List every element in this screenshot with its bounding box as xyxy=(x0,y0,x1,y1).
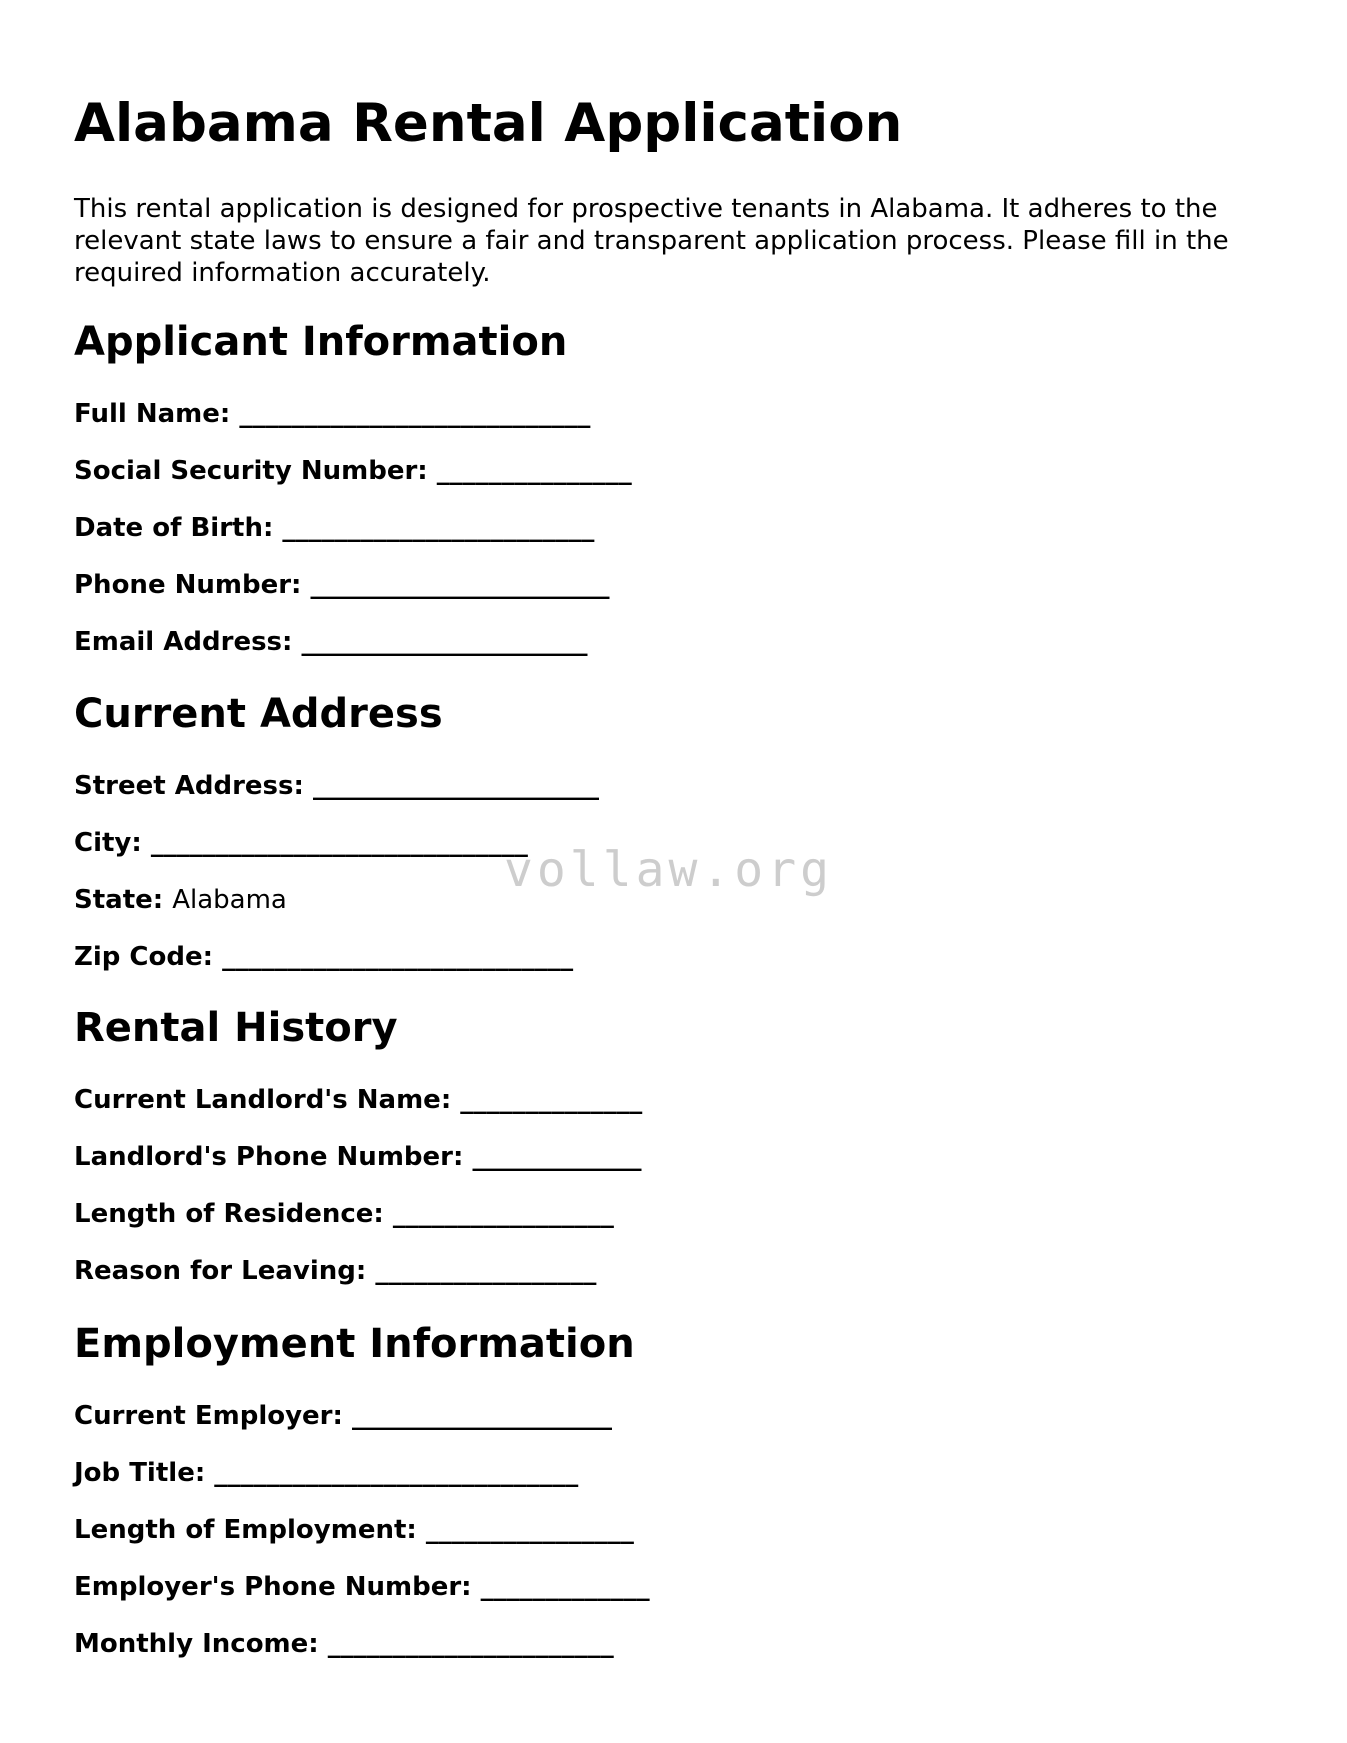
blank-line[interactable]: ____________________________ xyxy=(214,1458,579,1488)
field-label: Length of Residence: xyxy=(74,1199,393,1229)
blank-line[interactable]: ______________________ xyxy=(312,771,599,801)
field-label: Email Address: xyxy=(74,627,302,657)
document-title: Alabama Rental Application xyxy=(74,93,903,154)
field-landlord-phone[interactable] xyxy=(74,1141,641,1173)
blank-line[interactable]: ______________________ xyxy=(327,1629,614,1659)
section-heading-applicant: Applicant Information xyxy=(74,319,568,365)
blank-line[interactable]: ______________ xyxy=(460,1085,643,1115)
field-zip-code[interactable] xyxy=(74,941,573,973)
field-city[interactable] xyxy=(74,827,528,859)
blank-line[interactable]: ________________ xyxy=(425,1515,634,1545)
field-label: Length of Employment: xyxy=(74,1515,426,1545)
field-label: Full Name: xyxy=(74,399,240,429)
field-label: Current Employer: xyxy=(74,1401,352,1431)
field-full-name[interactable] xyxy=(74,398,590,430)
field-job-title[interactable] xyxy=(74,1457,578,1489)
blank-line[interactable]: ________________________ xyxy=(282,513,595,543)
field-label: City: xyxy=(74,828,151,858)
field-label: Date of Birth: xyxy=(74,513,283,543)
field-current-employer[interactable] xyxy=(74,1400,612,1432)
field-email-address[interactable] xyxy=(74,626,587,658)
field-employer-phone[interactable] xyxy=(74,1571,650,1603)
blank-line[interactable]: _____________________________ xyxy=(150,828,528,858)
blank-line[interactable]: _________________ xyxy=(392,1199,614,1229)
blank-line[interactable]: _________________ xyxy=(375,1256,597,1286)
field-label: Landlord's Phone Number: xyxy=(74,1142,473,1172)
field-label: Phone Number: xyxy=(74,570,311,600)
field-value: Alabama xyxy=(172,885,287,915)
field-label: Reason for Leaving: xyxy=(74,1256,376,1286)
blank-line[interactable]: ___________________________ xyxy=(222,942,574,972)
field-label: Social Security Number: xyxy=(74,456,437,486)
field-label: Current Landlord's Name: xyxy=(74,1085,461,1115)
blank-line[interactable]: ____________________ xyxy=(351,1401,612,1431)
field-label: State: xyxy=(74,885,173,915)
blank-line[interactable]: _____________ xyxy=(480,1572,650,1602)
blank-line[interactable]: ___________________________ xyxy=(239,399,591,429)
section-heading-employment: Employment Information xyxy=(74,1321,635,1367)
section-heading-rental-history: Rental History xyxy=(74,1005,398,1051)
watermark: vollaw.org xyxy=(504,842,833,898)
field-label: Monthly Income: xyxy=(74,1629,328,1659)
section-heading-address: Current Address xyxy=(74,691,443,737)
field-monthly-income[interactable] xyxy=(74,1628,614,1660)
field-length-of-employment[interactable] xyxy=(74,1514,634,1546)
field-street-address[interactable] xyxy=(74,770,599,802)
field-label: Street Address: xyxy=(74,771,313,801)
intro-paragraph: This rental application is designed for prospective tenants in Alabama. It adheres to the relevant state laws to ensure a fair and transparent application process. Please fill in the required information accurately. xyxy=(74,194,1229,288)
field-ssn[interactable] xyxy=(74,455,632,487)
field-date-of-birth[interactable] xyxy=(74,512,594,544)
field-reason-for-leaving[interactable] xyxy=(74,1255,596,1287)
field-length-of-residence[interactable] xyxy=(74,1198,614,1230)
blank-line[interactable]: _______________ xyxy=(436,456,632,486)
blank-line[interactable]: _____________ xyxy=(472,1142,642,1172)
field-landlord-name[interactable] xyxy=(74,1084,642,1116)
field-phone-number[interactable] xyxy=(74,569,610,601)
blank-line[interactable]: _______________________ xyxy=(310,570,610,600)
field-label: Job Title: xyxy=(74,1458,215,1488)
field-state xyxy=(74,884,287,916)
field-label: Employer's Phone Number: xyxy=(74,1572,481,1602)
field-label: Zip Code: xyxy=(74,942,223,972)
blank-line[interactable]: ______________________ xyxy=(301,627,588,657)
